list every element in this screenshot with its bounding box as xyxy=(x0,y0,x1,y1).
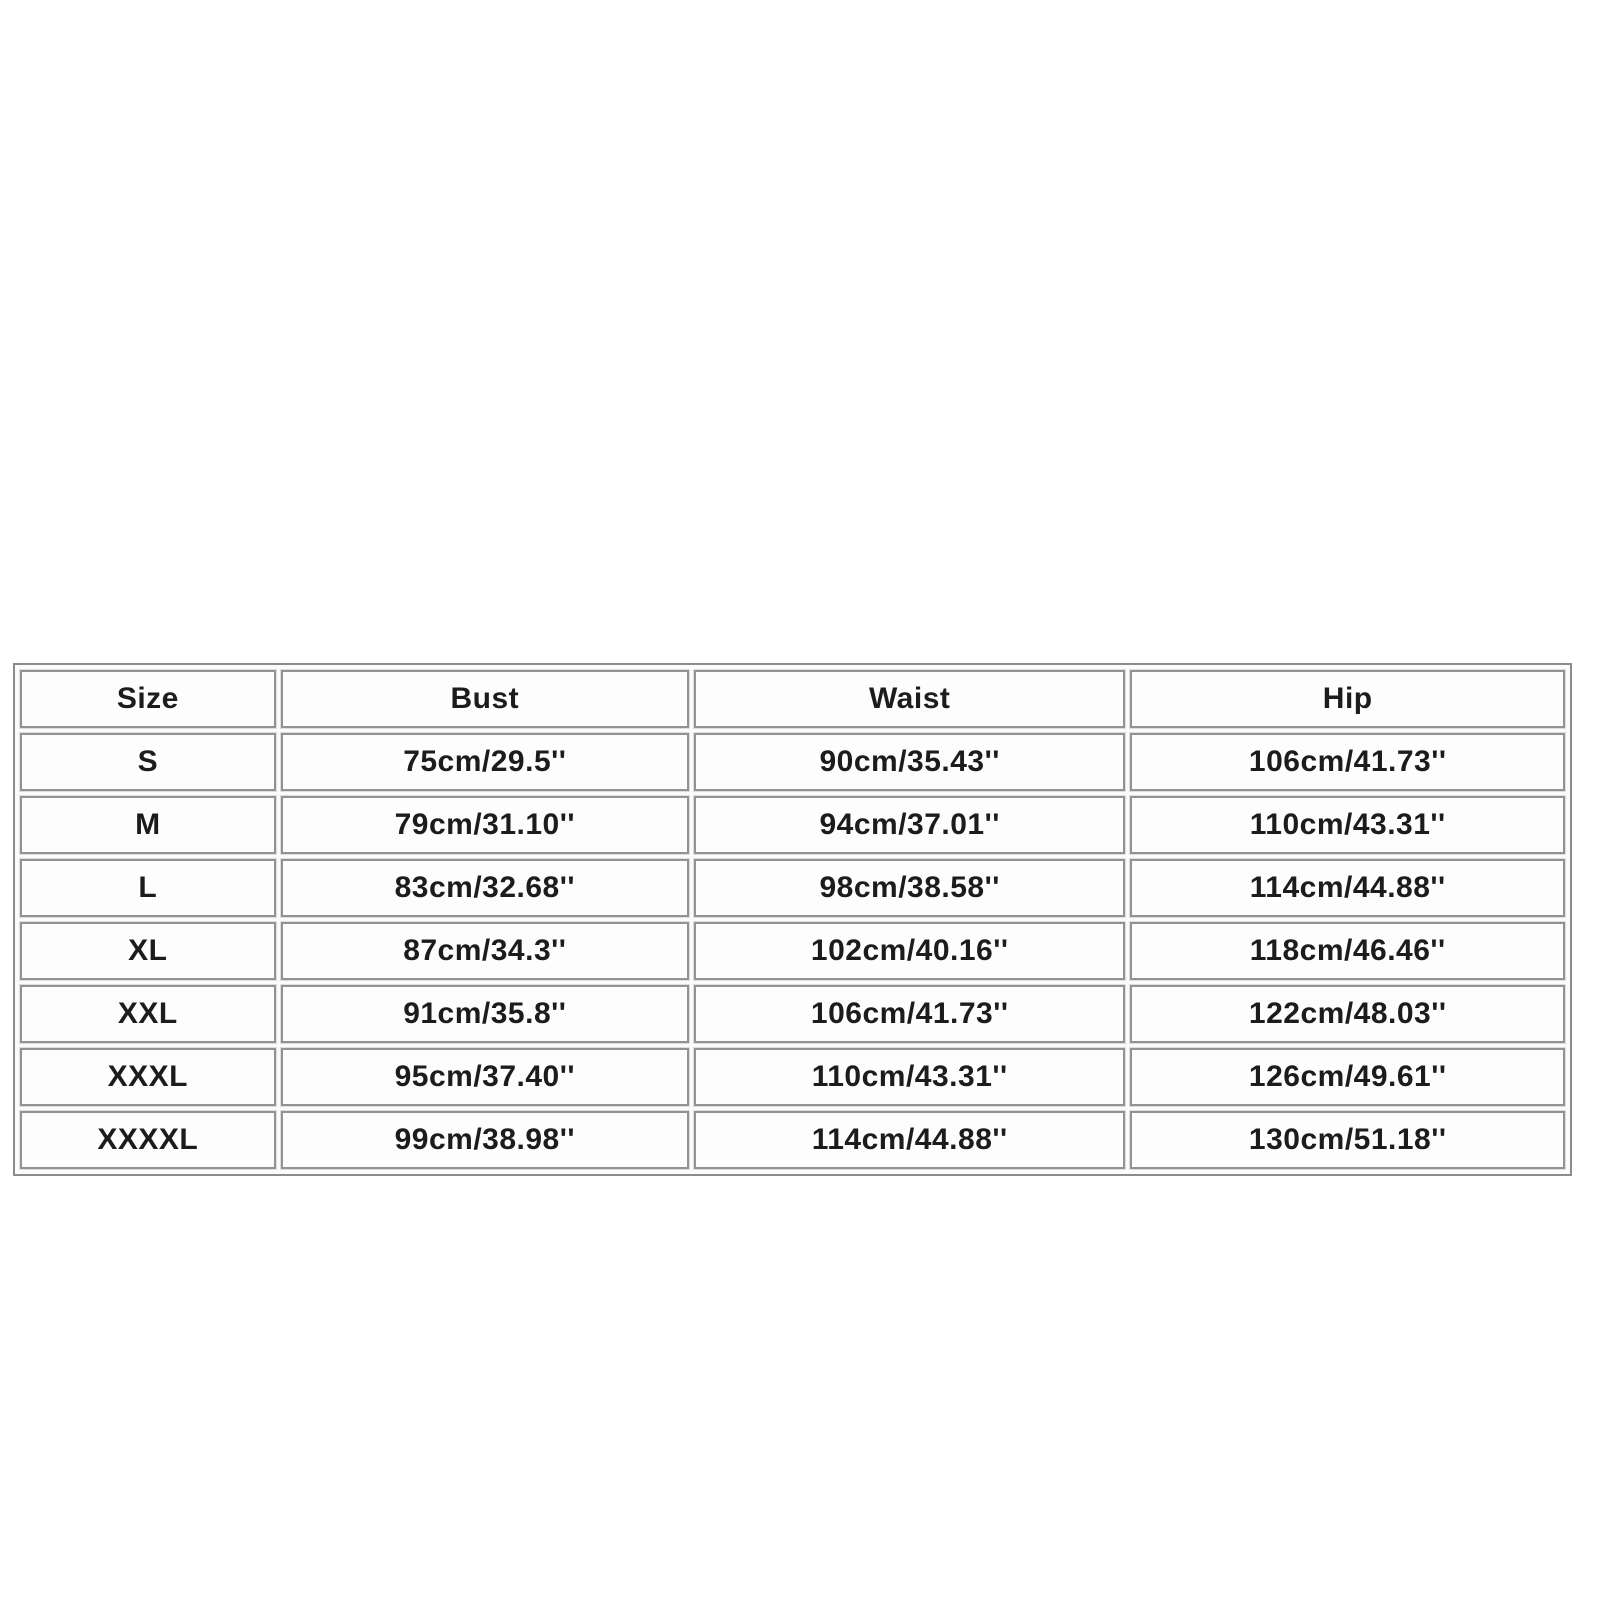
bust-cell: 83cm/32.68'' xyxy=(281,859,689,917)
hip-cell: 110cm/43.31'' xyxy=(1130,796,1565,854)
hip-cell: 106cm/41.73'' xyxy=(1130,733,1565,791)
bust-cell: 95cm/37.40'' xyxy=(281,1048,689,1106)
table-row xyxy=(20,922,1565,980)
table-row xyxy=(20,859,1565,917)
size-chart xyxy=(13,663,1572,1176)
waist-cell: 102cm/40.16'' xyxy=(694,922,1126,980)
table-row xyxy=(20,796,1565,854)
size-cell: M xyxy=(20,796,276,854)
size-chart-table xyxy=(13,663,1572,1176)
bust-cell: 79cm/31.10'' xyxy=(281,796,689,854)
bust-cell: 91cm/35.8'' xyxy=(281,985,689,1043)
waist-cell: 94cm/37.01'' xyxy=(694,796,1126,854)
waist-cell: 98cm/38.58'' xyxy=(694,859,1126,917)
column-header-hip: Hip xyxy=(1130,670,1565,728)
hip-cell: 122cm/48.03'' xyxy=(1130,985,1565,1043)
column-header-bust: Bust xyxy=(281,670,689,728)
column-header-size: Size xyxy=(20,670,276,728)
table-row xyxy=(20,1048,1565,1106)
waist-cell: 110cm/43.31'' xyxy=(694,1048,1126,1106)
bust-cell: 75cm/29.5'' xyxy=(281,733,689,791)
table-row xyxy=(20,733,1565,791)
hip-cell: 130cm/51.18'' xyxy=(1130,1111,1565,1169)
size-cell: XXXL xyxy=(20,1048,276,1106)
waist-cell: 106cm/41.73'' xyxy=(694,985,1126,1043)
waist-cell: 90cm/35.43'' xyxy=(694,733,1126,791)
size-cell: S xyxy=(20,733,276,791)
size-cell: XXL xyxy=(20,985,276,1043)
size-cell: L xyxy=(20,859,276,917)
hip-cell: 126cm/49.61'' xyxy=(1130,1048,1565,1106)
waist-cell: 114cm/44.88'' xyxy=(694,1111,1126,1169)
size-cell: XL xyxy=(20,922,276,980)
hip-cell: 114cm/44.88'' xyxy=(1130,859,1565,917)
bust-cell: 87cm/34.3'' xyxy=(281,922,689,980)
hip-cell: 118cm/46.46'' xyxy=(1130,922,1565,980)
table-row xyxy=(20,985,1565,1043)
size-cell: XXXXL xyxy=(20,1111,276,1169)
table-row xyxy=(20,1111,1565,1169)
bust-cell: 99cm/38.98'' xyxy=(281,1111,689,1169)
column-header-waist: Waist xyxy=(694,670,1126,728)
header-row xyxy=(20,670,1565,728)
